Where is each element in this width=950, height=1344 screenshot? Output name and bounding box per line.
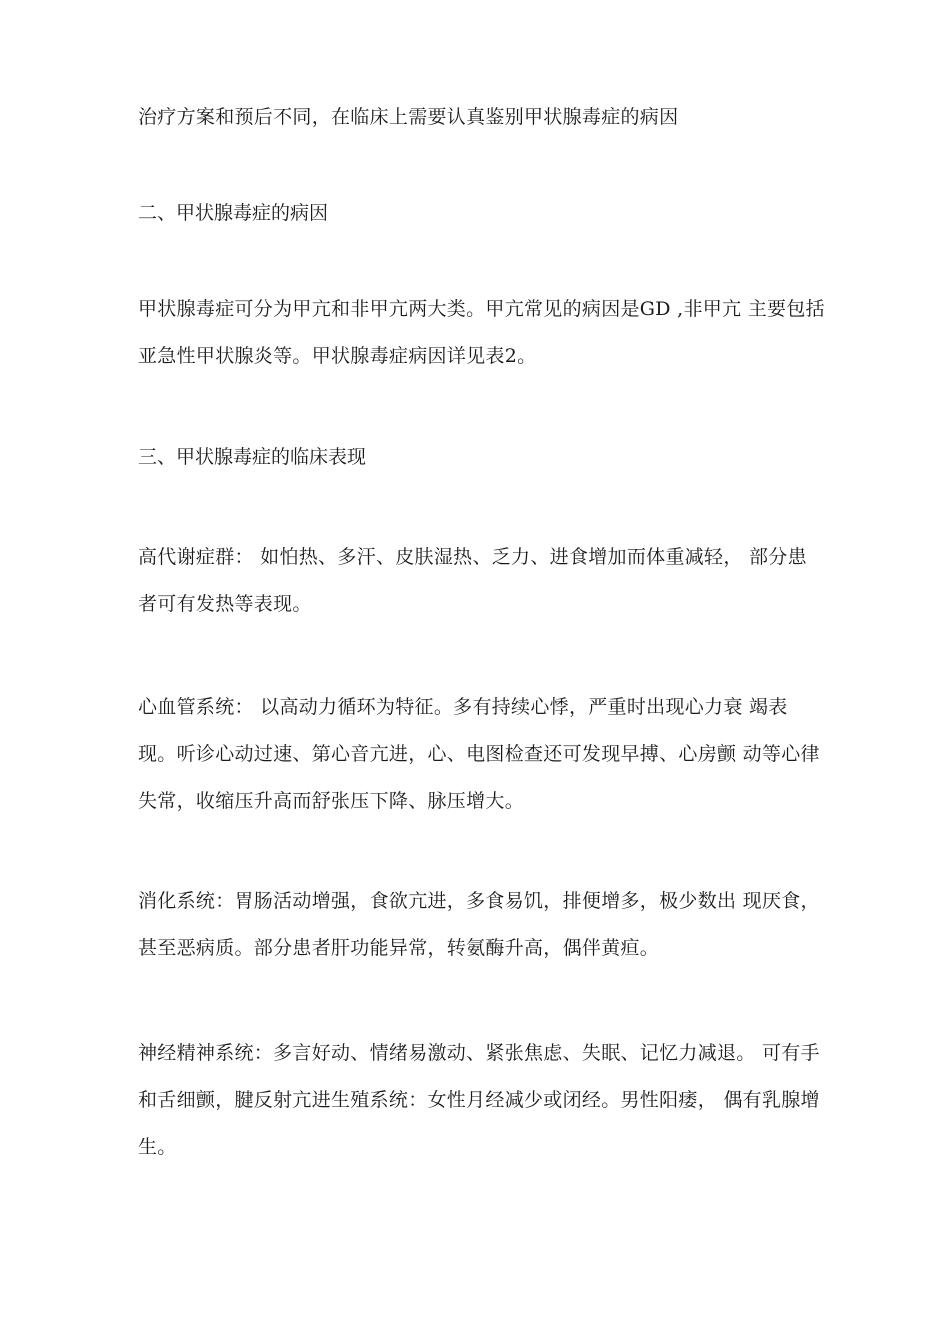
- paragraph-line: 者可有发热等表现。: [138, 593, 312, 615]
- etiology-paragraph: [138, 286, 828, 380]
- paragraph-line: 消化系统：胃肠活动增强，食欲亢进，多食易饥，排便增多，极少数出 现厌食，: [138, 890, 820, 912]
- paragraph-line: 甚至恶病质。部分患者肝功能异常，转氨酶升高，偶伴黄疸。: [138, 937, 660, 959]
- paragraph-line: 神经精神系统：多言好动、情绪易激动、紧张焦虑、失眠、记忆力减退。 可有手: [138, 1042, 820, 1064]
- section-3-heading: 三、甲状腺毒症的临床表现: [138, 446, 367, 468]
- section-2-heading: 二、甲状腺毒症的病因: [138, 202, 329, 224]
- paragraph-line: 高代谢症群： 如怕热、多汗、皮肤湿热、乏力、进食增加而体重减轻， 部分患: [138, 546, 807, 568]
- neuro-paragraph: [138, 1030, 828, 1171]
- paragraph-line: 生。: [138, 1136, 177, 1158]
- paragraph-line: 心血管系统： 以高动力循环为特征。多有持续心悸，严重时出现心力衰 竭表: [138, 696, 788, 718]
- paragraph-line: 失常，收缩压升高而舒张压下降、脉压增大。: [138, 790, 525, 812]
- paragraph-line: 亚急性甲状腺炎等。甲状腺毒症病因详见表2。: [138, 345, 537, 367]
- digestive-paragraph: [138, 878, 828, 972]
- paragraph-line: 甲状腺毒症可分为甲亢和非甲亢两大类。甲亢常见的病因是GD ,非甲亢 主要包括: [138, 298, 825, 320]
- metabolic-paragraph: [138, 534, 828, 628]
- paragraph-line: 现。听诊心动过速、第心音亢进，心、电图检查还可发现早搏、心房颤 动等心律: [138, 743, 820, 765]
- paragraph-line: 和舌细颤，腱反射亢进生殖系统：女性月经减少或闭经。男性阳痿， 偶有乳腺增: [138, 1089, 820, 1111]
- intro-paragraph: [138, 94, 828, 141]
- intro-line: 治疗方案和预后不同，在临床上需要认真鉴别甲状腺毒症的病因: [138, 106, 679, 128]
- cardiovascular-paragraph: [138, 684, 828, 825]
